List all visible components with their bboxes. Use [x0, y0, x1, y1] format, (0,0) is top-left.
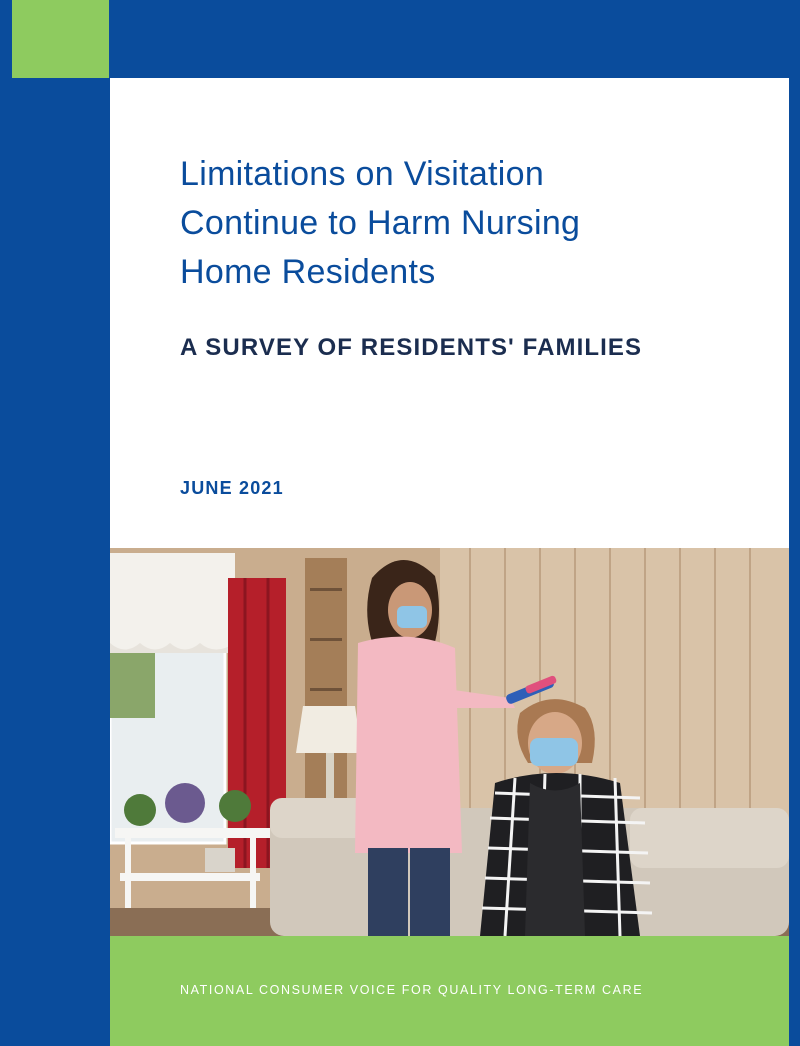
cover-photo [110, 548, 789, 936]
organization-name: NATIONAL CONSUMER VOICE FOR QUALITY LONG-TERM CARE [180, 983, 644, 997]
report-subtitle: A SURVEY OF RESIDENTS' FAMILIES [180, 334, 643, 361]
top-blue-bar [0, 0, 800, 78]
left-blue-band [0, 78, 110, 1046]
publication-date: JUNE 2021 [180, 478, 284, 498]
report-title: Limitations on Visitation Continue to Harm Nursing Home Residents [180, 155, 581, 291]
green-accent-square [12, 0, 109, 78]
right-blue-strip [789, 78, 800, 1046]
